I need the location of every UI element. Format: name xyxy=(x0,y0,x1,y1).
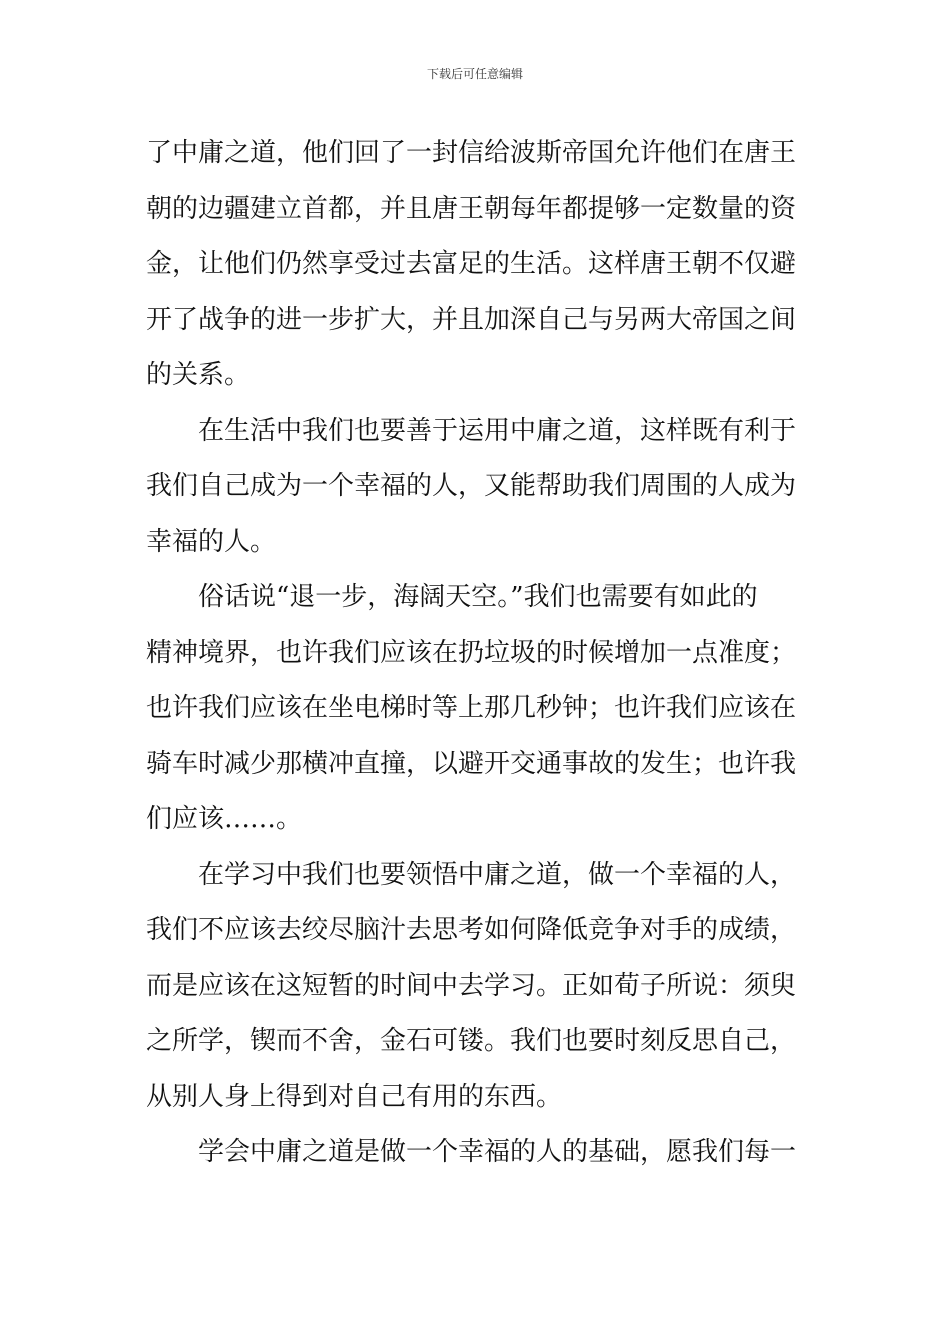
text-line: 俗话说“退一步，海阔天空。”我们也需要有如此的 xyxy=(198,582,758,612)
text-line: 精神境界，也许我们应该在扔垃圾的时候增加一点准度； xyxy=(146,637,797,668)
text-line: 学会中庸之道是做一个幸福的人的基础，愿我们每一 xyxy=(198,1137,797,1167)
text-line: 金，让他们仍然享受过去富足的生活。这样唐王朝不仅避 xyxy=(146,249,797,279)
text-line: 幸福的人。 xyxy=(146,526,277,557)
text-line: 也许我们应该在坐电梯时等上那几秒钟；也许我们应该在 xyxy=(146,693,797,723)
text-line: 我们不应该去绞尽脑汁去思考如何降低竞争对手的成绩， xyxy=(146,915,797,945)
text-line: 从别人身上得到对自己有用的东西。 xyxy=(146,1081,563,1112)
document-body xyxy=(146,126,806,1181)
text-line: 而是应该在这短暂的时间中去学习。正如荀子所说：须臾 xyxy=(146,970,797,1001)
text-line: 在生活中我们也要善于运用中庸之道，这样既有利于 xyxy=(198,415,797,446)
text-line: 了中庸之道，他们回了一封信给波斯帝国允许他们在唐王 xyxy=(146,138,797,168)
text-line: 骑车时减少那横冲直撞，以避开交通事故的发生；也许我 xyxy=(146,748,797,779)
text-line: 之所学，锲而不舍，金石可镂。我们也要时刻反思自己， xyxy=(146,1026,797,1056)
text-line: 我们自己成为一个幸福的人，又能帮助我们周围的人成为 xyxy=(146,471,797,501)
text-line: 的关系。 xyxy=(146,360,251,390)
text-line: 朝的边疆建立首都，并且唐王朝每年都提够一定数量的资 xyxy=(146,193,797,224)
text-line: 们应该……。 xyxy=(146,804,303,834)
header-note: 下载后可任意编辑 xyxy=(426,67,523,81)
text-line: 开了战争的进一步扩大，并且加深自己与另两大帝国之间 xyxy=(146,304,797,335)
text-line: 在学习中我们也要领悟中庸之道，做一个幸福的人， xyxy=(198,859,797,890)
